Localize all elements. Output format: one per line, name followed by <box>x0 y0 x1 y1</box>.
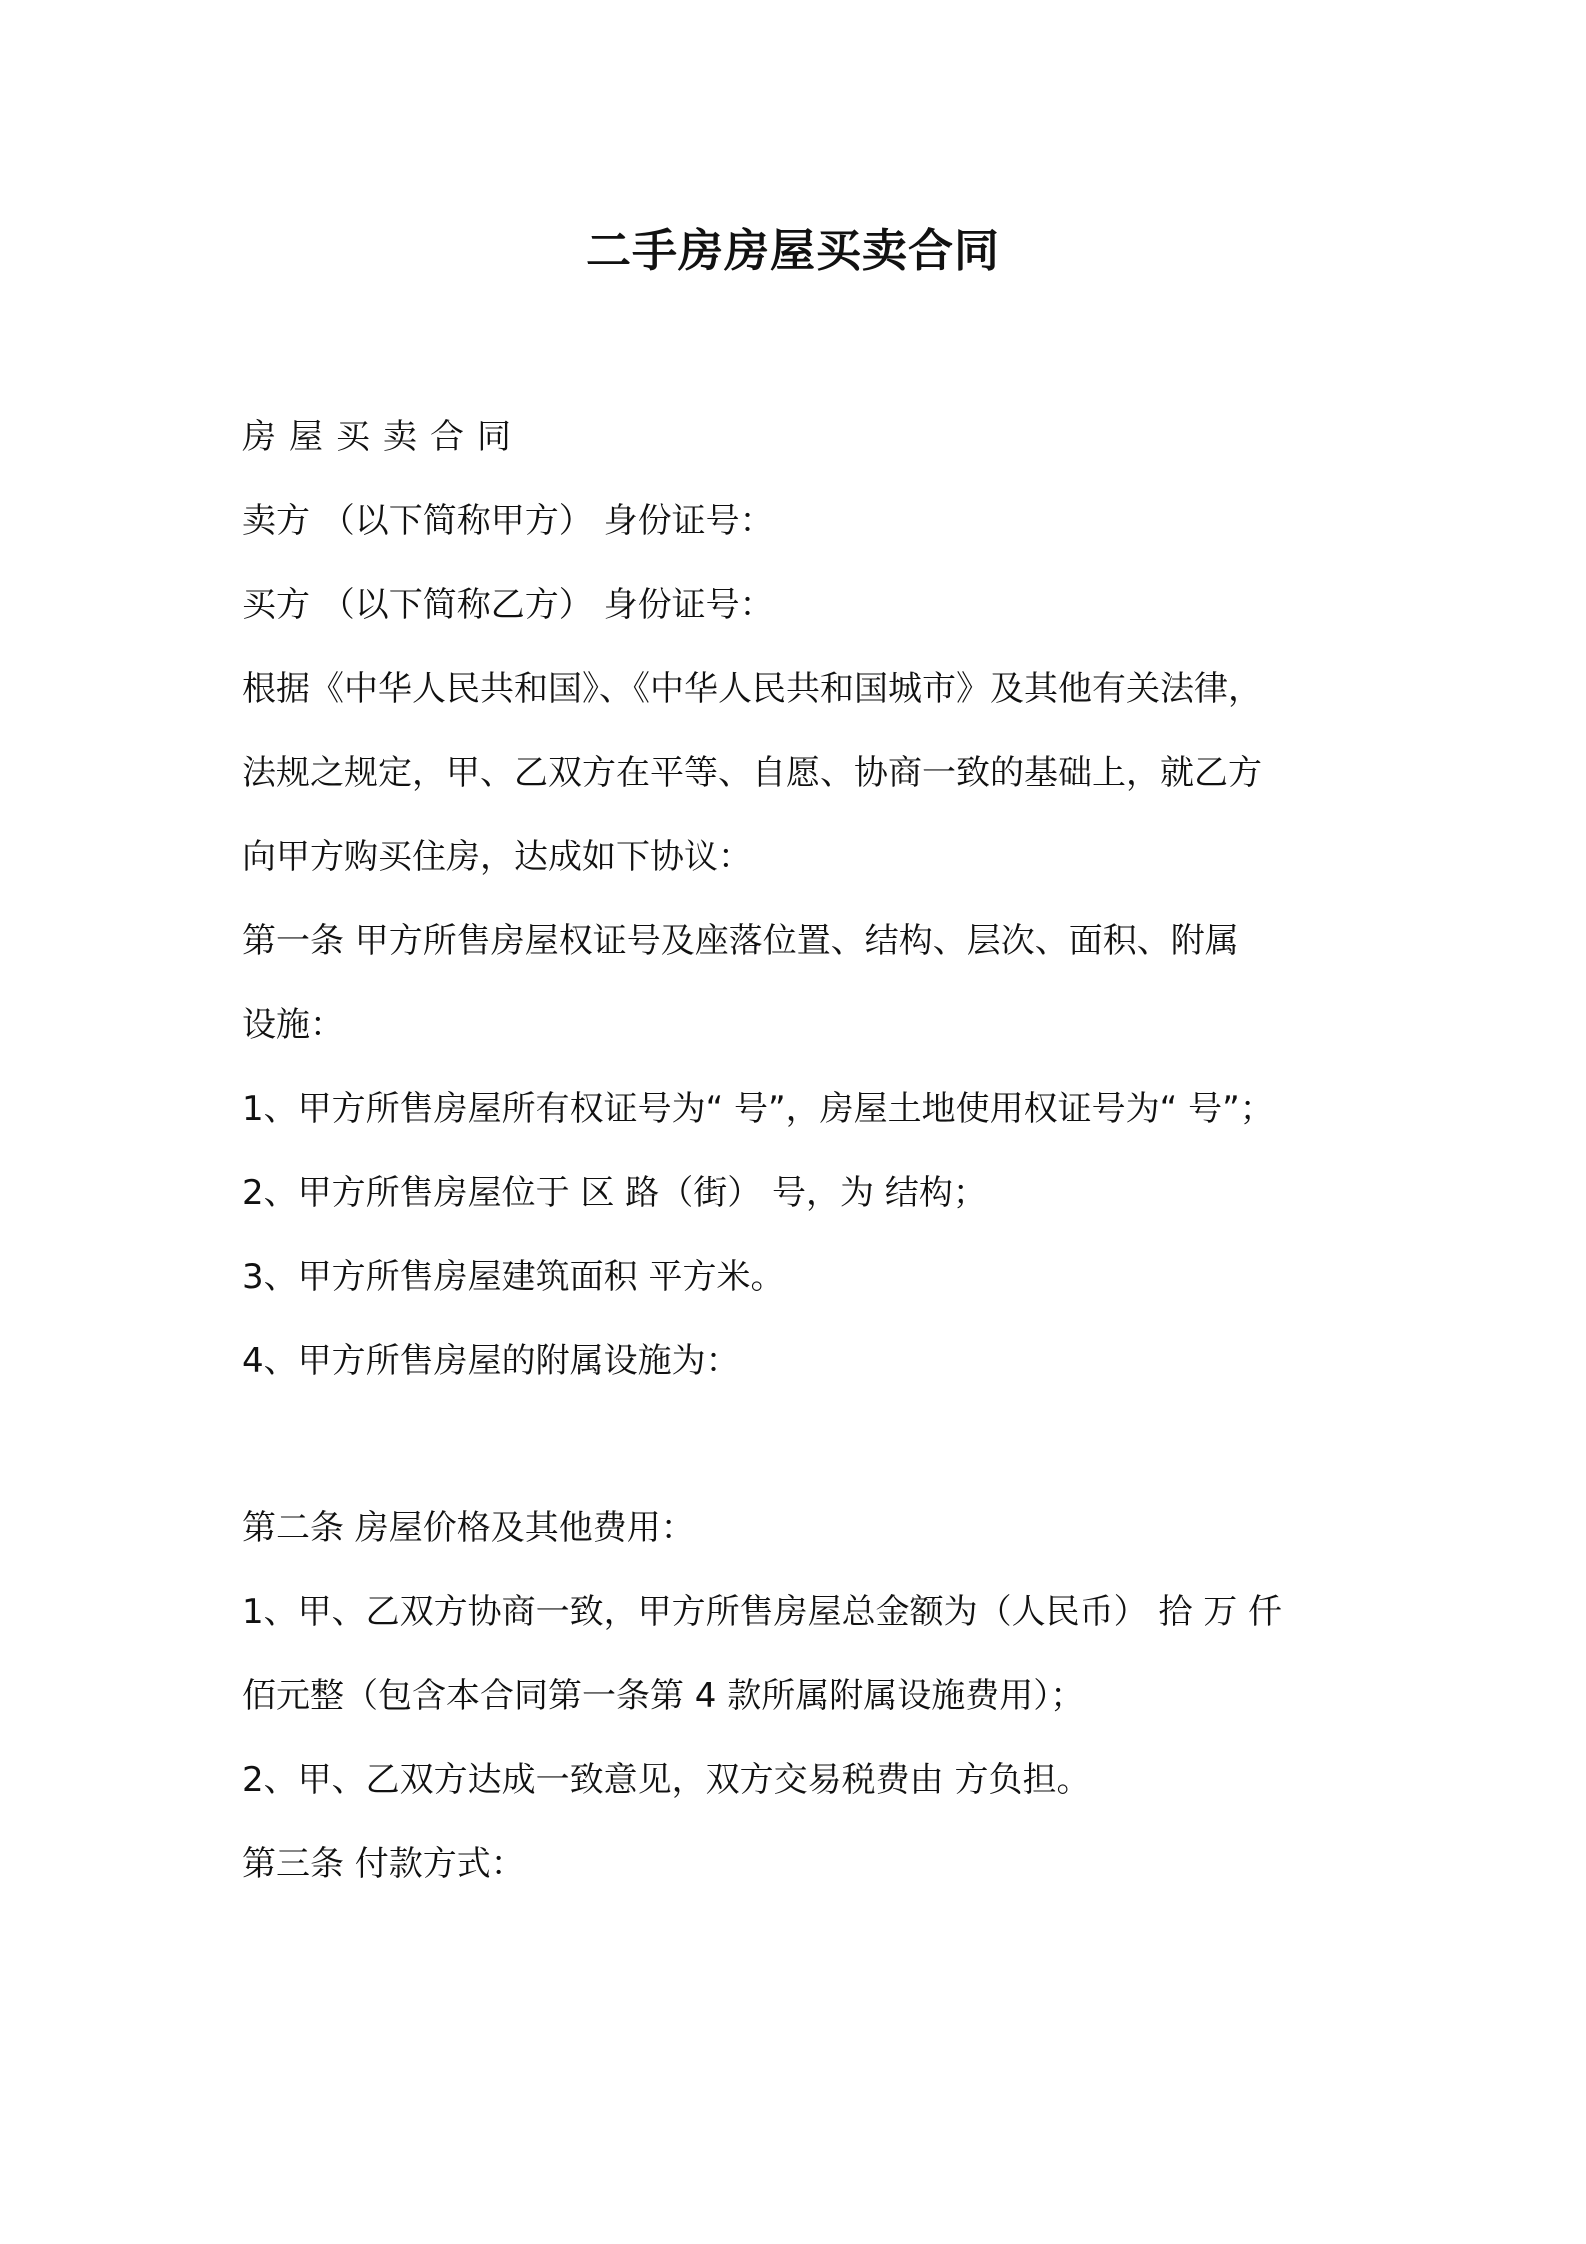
article-1-item-3: 3、甲方所售房屋建筑面积 平方米。 <box>242 1257 785 1297</box>
article-1-item-4: 4、甲方所售房屋的附属设施为： <box>242 1341 740 1381</box>
article-1-item-2: 2、甲方所售房屋位于 区 路（街） 号，为 结构； <box>242 1173 987 1213</box>
article-3-heading: 第三条 付款方式： <box>242 1844 525 1884</box>
contract-subtitle: 房屋买卖合同 <box>242 417 524 457</box>
preamble-line-3: 向甲方购买住房，达成如下协议： <box>242 837 752 877</box>
buyer-line: 买方 （以下简称乙方） 身份证号： <box>242 585 774 625</box>
preamble-line-2: 法规之规定，甲、乙双方在平等、自愿、协商一致的基础上，就乙方 <box>242 753 1262 793</box>
document-title: 二手房房屋买卖合同 <box>585 224 1000 277</box>
preamble-line-1: 根据《中华人民共和国》、《中华人民共和国城市》及其他有关法律， <box>242 669 1262 709</box>
article-2-item-1-cont: 佰元整（包含本合同第一条第 4 款所属附属设施费用）； <box>242 1676 1085 1716</box>
article-1-heading-cont: 设施： <box>242 1005 344 1045</box>
article-2-item-2: 2、甲、乙双方达成一致意见，双方交易税费由 方负担。 <box>242 1760 1091 1800</box>
article-2-heading: 第二条 房屋价格及其他费用： <box>242 1508 695 1548</box>
seller-line: 卖方 （以下简称甲方） 身份证号： <box>242 501 774 541</box>
article-1-heading: 第一条 甲方所售房屋权证号及座落位置、结构、层次、面积、附属 <box>242 921 1239 961</box>
article-2-item-1: 1、甲、乙双方协商一致，甲方所售房屋总金额为（人民币） 拾 万 仟 <box>242 1592 1283 1632</box>
article-1-item-1: 1、甲方所售房屋所有权证号为“ 号”，房屋土地使用权证号为“ 号”； <box>242 1089 1274 1129</box>
